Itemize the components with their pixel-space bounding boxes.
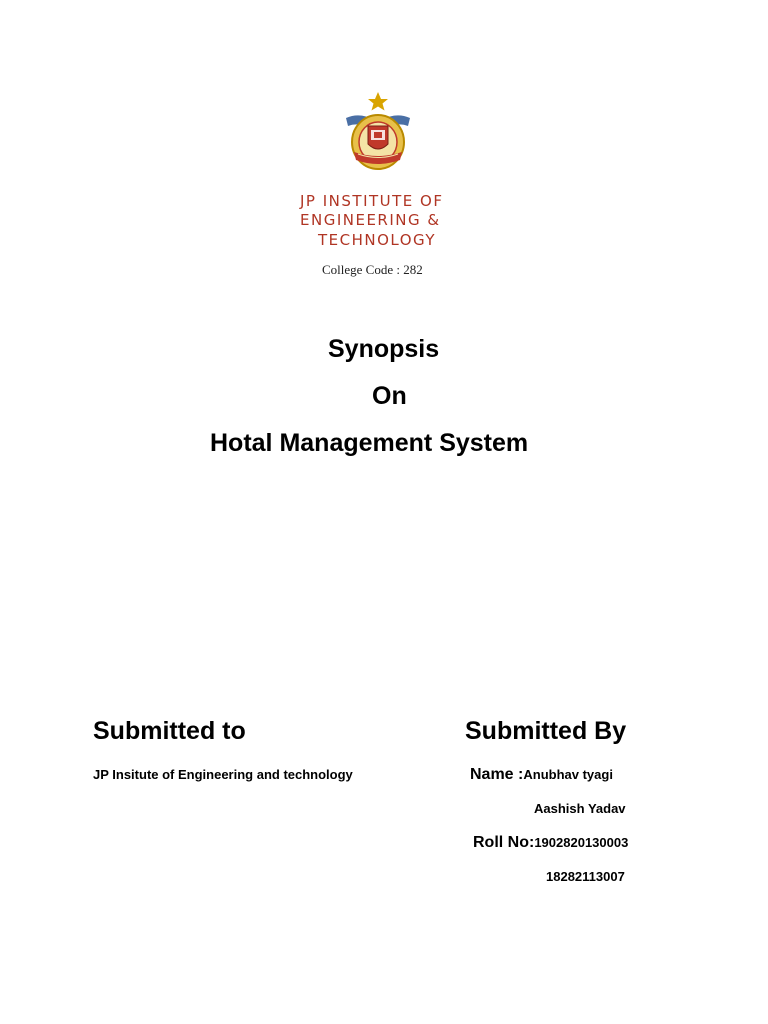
- name-label: Name :: [470, 766, 524, 783]
- roll-row: [473, 834, 628, 852]
- name-row: [470, 766, 613, 784]
- submitted-to-heading: Submitted to: [93, 717, 246, 745]
- title-on: On: [372, 382, 407, 410]
- student-name-2: Aashish Yadav: [534, 801, 626, 816]
- college-emblem-icon: [340, 90, 416, 176]
- submitted-by-heading: Submitted By: [465, 717, 627, 745]
- roll-label: Roll No:: [473, 834, 535, 851]
- student-name-1: Anubhav tyagi: [523, 767, 613, 782]
- project-title: Hotal Management System: [210, 429, 529, 457]
- institute-name-line-3: TECHNOLOGY: [318, 231, 437, 249]
- institute-name-line-1: JP INSTITUTE OF: [300, 192, 444, 210]
- institute-name-line-2: ENGINEERING &: [300, 211, 441, 229]
- roll-number-1: 1902820130003: [534, 835, 629, 850]
- submitted-to-value: JP Insitute of Engineering and technology: [93, 767, 353, 782]
- college-code: College Code : 282: [322, 262, 423, 277]
- title-synopsis: Synopsis: [328, 335, 440, 363]
- roll-number-2: 18282113007: [546, 869, 625, 884]
